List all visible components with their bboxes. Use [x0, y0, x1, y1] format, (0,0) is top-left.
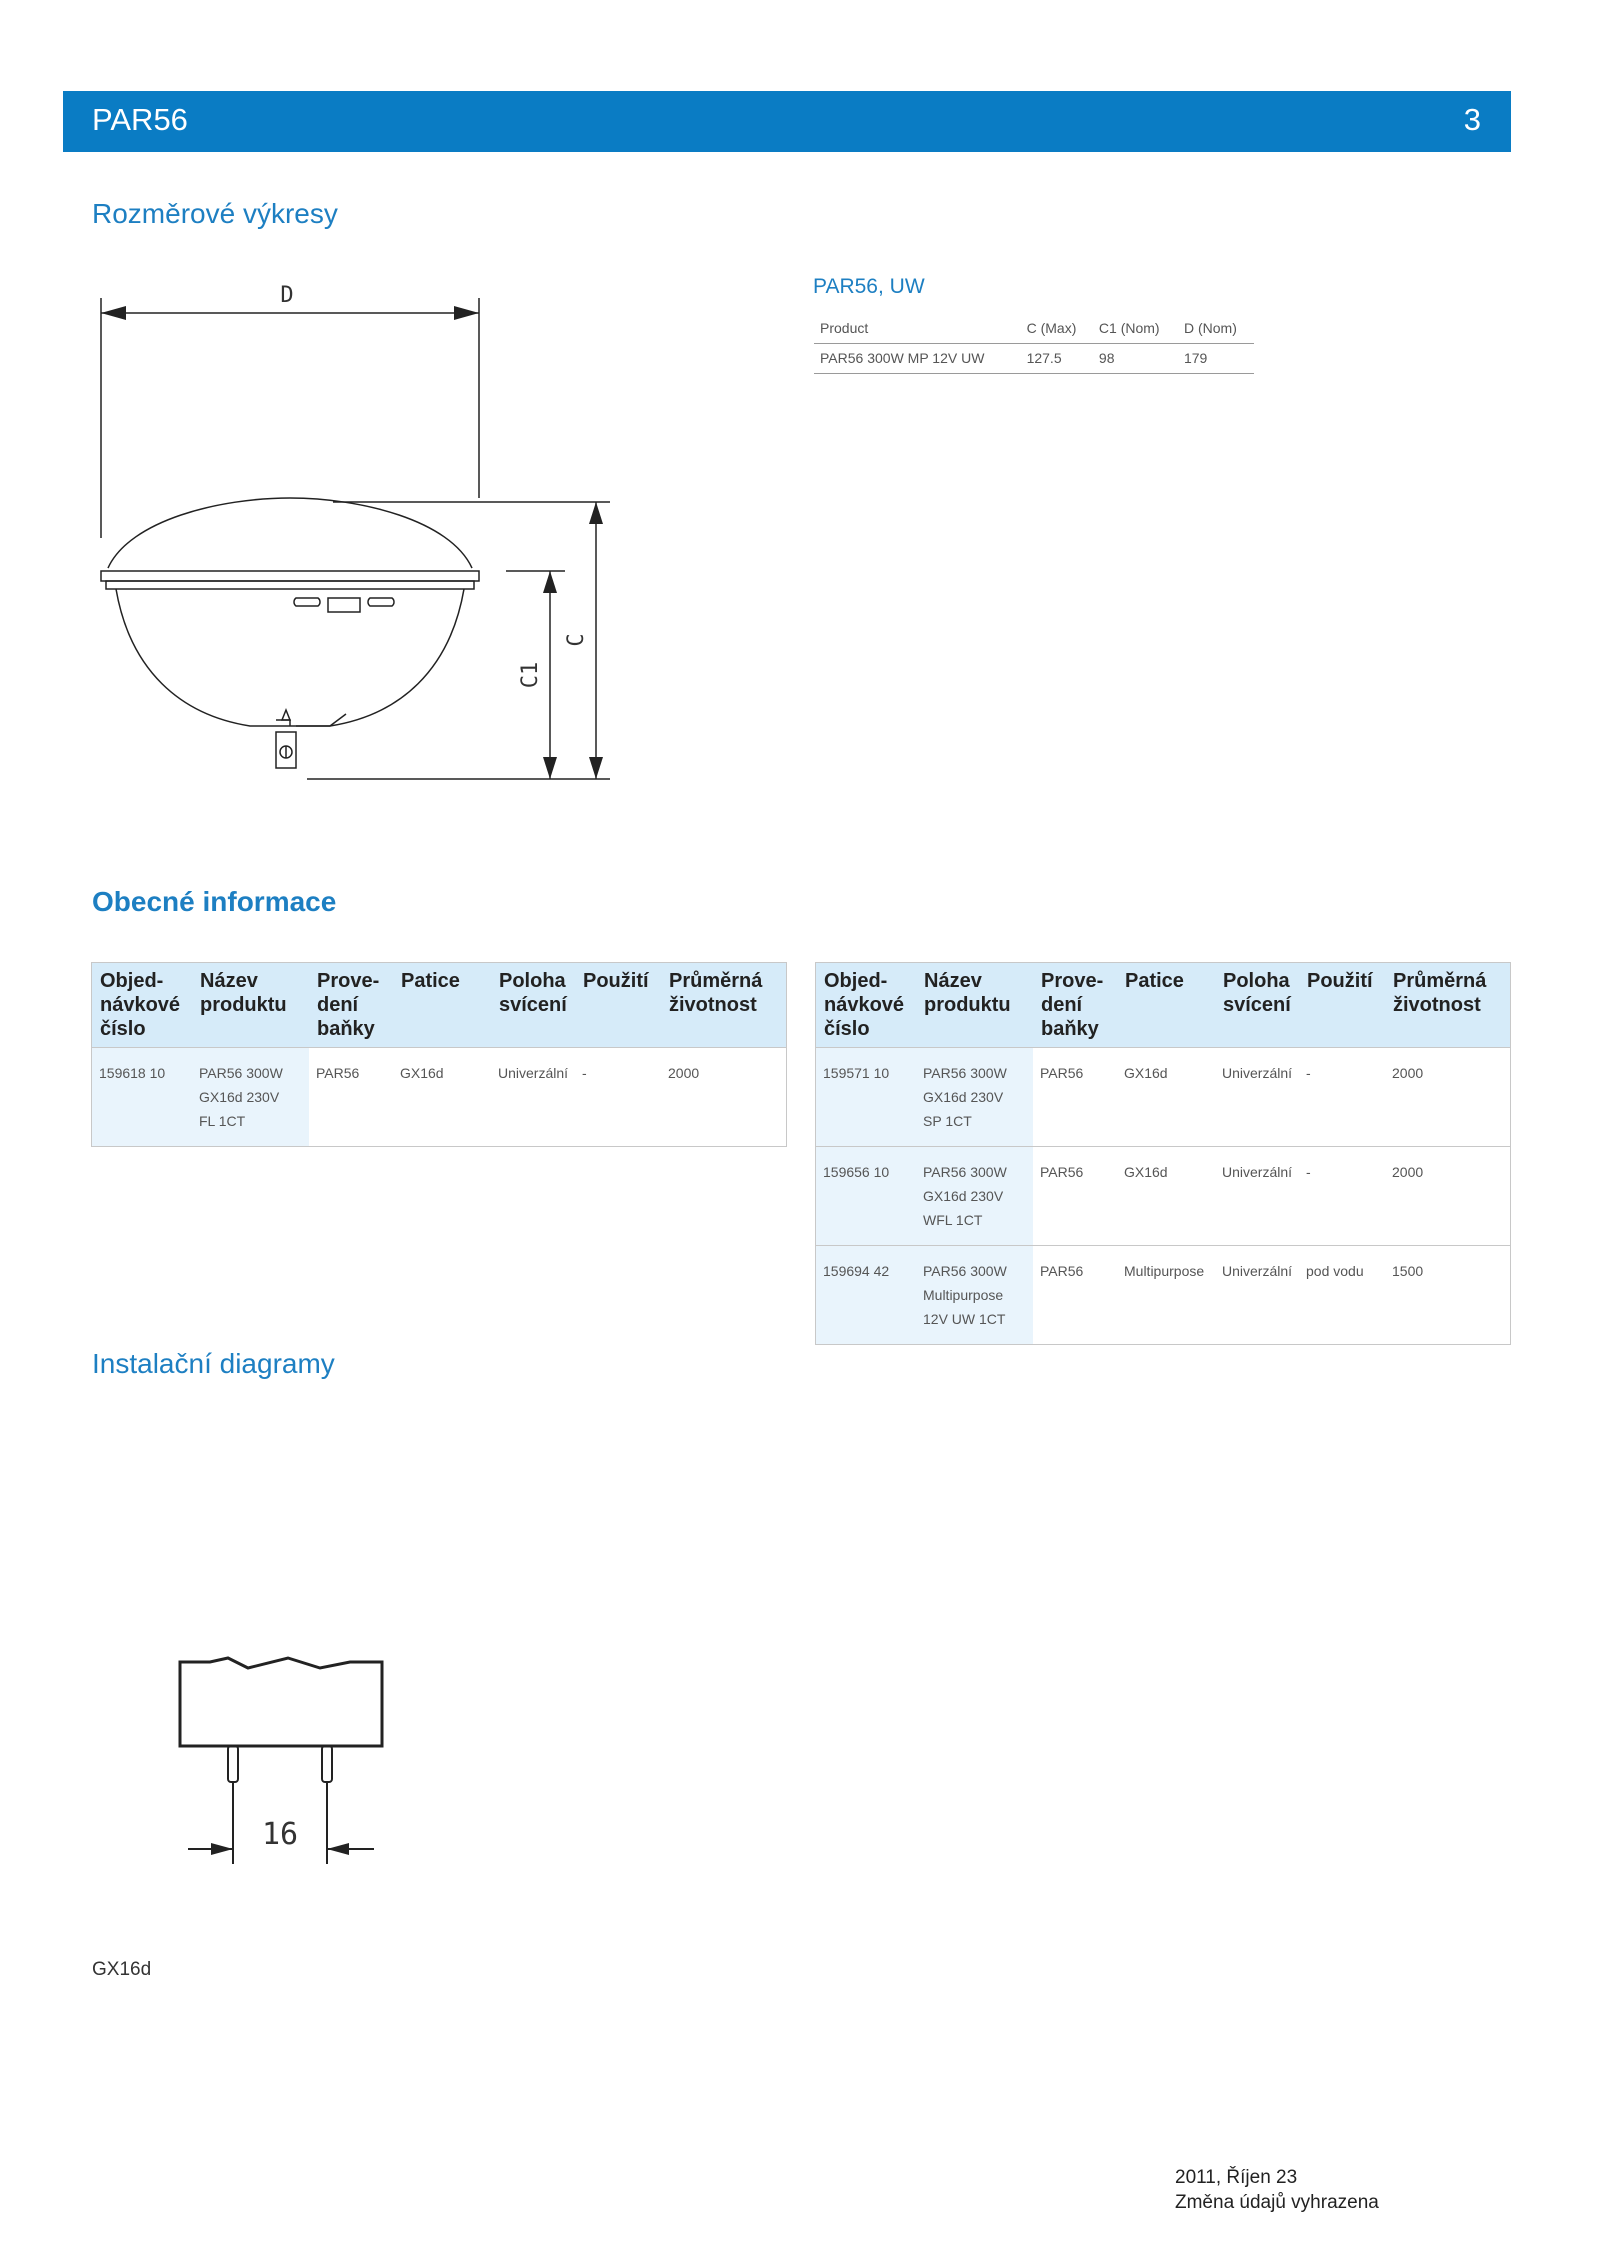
info-header-bulb-finish: Prove- dení baňky: [309, 963, 393, 1048]
dim-cell-c-max: 127.5: [1026, 350, 1062, 366]
info-cell-base: GX16d: [393, 1048, 491, 1147]
info-cell-application: -: [1299, 1147, 1385, 1246]
pin-spacing-label: 16: [261, 1817, 299, 1852]
base-caption: GX16d: [92, 1959, 152, 1980]
lamp-dimension-drawing: [90, 280, 630, 800]
dimension-table: [814, 314, 1254, 374]
info-cell-bulb-finish: PAR56: [309, 1048, 393, 1147]
info-cell-bulb-finish: PAR56: [1033, 1048, 1117, 1147]
info-header-application: Použití: [575, 963, 661, 1048]
table-row: [814, 344, 1254, 374]
footer: [1175, 2165, 1379, 2215]
info-cell-application: pod vodu: [1299, 1246, 1385, 1345]
info-cell-bulb-finish: PAR56: [1033, 1246, 1117, 1345]
dim-header-c1-nom: C1 (Nom): [1098, 320, 1160, 336]
dim-header-product: Product: [820, 320, 869, 336]
page-title: PAR56: [92, 102, 188, 137]
section-general-info: Obecné informace: [92, 886, 337, 917]
table-row: [816, 1147, 1511, 1246]
info-cell-order-number: 159618 10: [92, 1048, 193, 1147]
dim-header-c-max: C (Max): [1026, 320, 1077, 336]
dim-label-d: D: [280, 283, 294, 308]
info-cell-base: GX16d: [1117, 1147, 1215, 1246]
dim-cell-product: PAR56 300W MP 12V UW: [820, 350, 985, 366]
info-header-average-life: Průměrná životnost: [661, 963, 787, 1048]
info-header-base: Patice: [393, 963, 491, 1048]
page-number: 3: [1463, 102, 1481, 137]
info-header-application: Použití: [1299, 963, 1385, 1048]
info-cell-base: GX16d: [1117, 1048, 1215, 1147]
dim-cell-c1-nom: 98: [1098, 350, 1115, 366]
info-cell-burning-position: Univerzální: [1215, 1246, 1299, 1345]
info-cell-application: -: [575, 1048, 661, 1147]
info-header-burning-position: Poloha svícení: [491, 963, 575, 1048]
table-row: [816, 1048, 1511, 1147]
info-cell-average-life: 1500: [1385, 1246, 1511, 1345]
info-cell-order-number: 159694 42: [816, 1246, 917, 1345]
header-bar: [63, 91, 1511, 152]
section-dimensional-drawings: Rozměrové výkresy: [92, 198, 338, 229]
info-cell-average-life: 2000: [1385, 1048, 1511, 1147]
info-header-base: Patice: [1117, 963, 1215, 1048]
dimension-table-title: PAR56, UW: [813, 275, 925, 298]
info-cell-application: -: [1299, 1048, 1385, 1147]
table-row: [92, 1048, 787, 1147]
info-cell-bulb-finish: PAR56: [1033, 1147, 1117, 1246]
info-table-left: [91, 962, 787, 1147]
info-cell-order-number: 159571 10: [816, 1048, 917, 1147]
table-row: [816, 1246, 1511, 1345]
info-header-bulb-finish: Prove- dení baňky: [1033, 963, 1117, 1048]
info-cell-order-number: 159656 10: [816, 1147, 917, 1246]
info-cell-product-name: PAR56 300W GX16d 230V FL 1CT: [192, 1048, 309, 1147]
info-cell-product-name: PAR56 300W GX16d 230V SP 1CT: [916, 1048, 1033, 1147]
gx16d-base-drawing: [170, 1650, 390, 1880]
dim-label-c1: C1: [518, 661, 543, 689]
info-header-order-number: Objed- návkové číslo: [816, 963, 917, 1048]
section-installation-diagrams: Instalační diagramy: [92, 1348, 335, 1379]
footer-date: 2011, Říjen 23: [1175, 2167, 1298, 2188]
info-header-product-name: Název produktu: [916, 963, 1033, 1048]
info-cell-burning-position: Univerzální: [1215, 1048, 1299, 1147]
info-header-average-life: Průměrná životnost: [1385, 963, 1511, 1048]
info-cell-average-life: 2000: [661, 1048, 787, 1147]
info-cell-base: Multipurpose: [1117, 1246, 1215, 1345]
info-cell-product-name: PAR56 300W Multipurpose 12V UW 1CT: [916, 1246, 1033, 1345]
info-header-order-number: Objed- návkové číslo: [92, 963, 193, 1048]
dim-label-c: C: [564, 633, 589, 647]
info-cell-burning-position: Univerzální: [1215, 1147, 1299, 1246]
info-table-right: [815, 962, 1511, 1345]
footer-note: Změna údajů vyhrazena: [1175, 2192, 1379, 2213]
info-cell-burning-position: Univerzální: [491, 1048, 575, 1147]
info-header-product-name: Název produktu: [192, 963, 309, 1048]
info-header-burning-position: Poloha svícení: [1215, 963, 1299, 1048]
dim-cell-d-nom: 179: [1183, 350, 1208, 366]
info-cell-average-life: 2000: [1385, 1147, 1511, 1246]
dim-header-d-nom: D (Nom): [1183, 320, 1237, 336]
info-cell-product-name: PAR56 300W GX16d 230V WFL 1CT: [916, 1147, 1033, 1246]
